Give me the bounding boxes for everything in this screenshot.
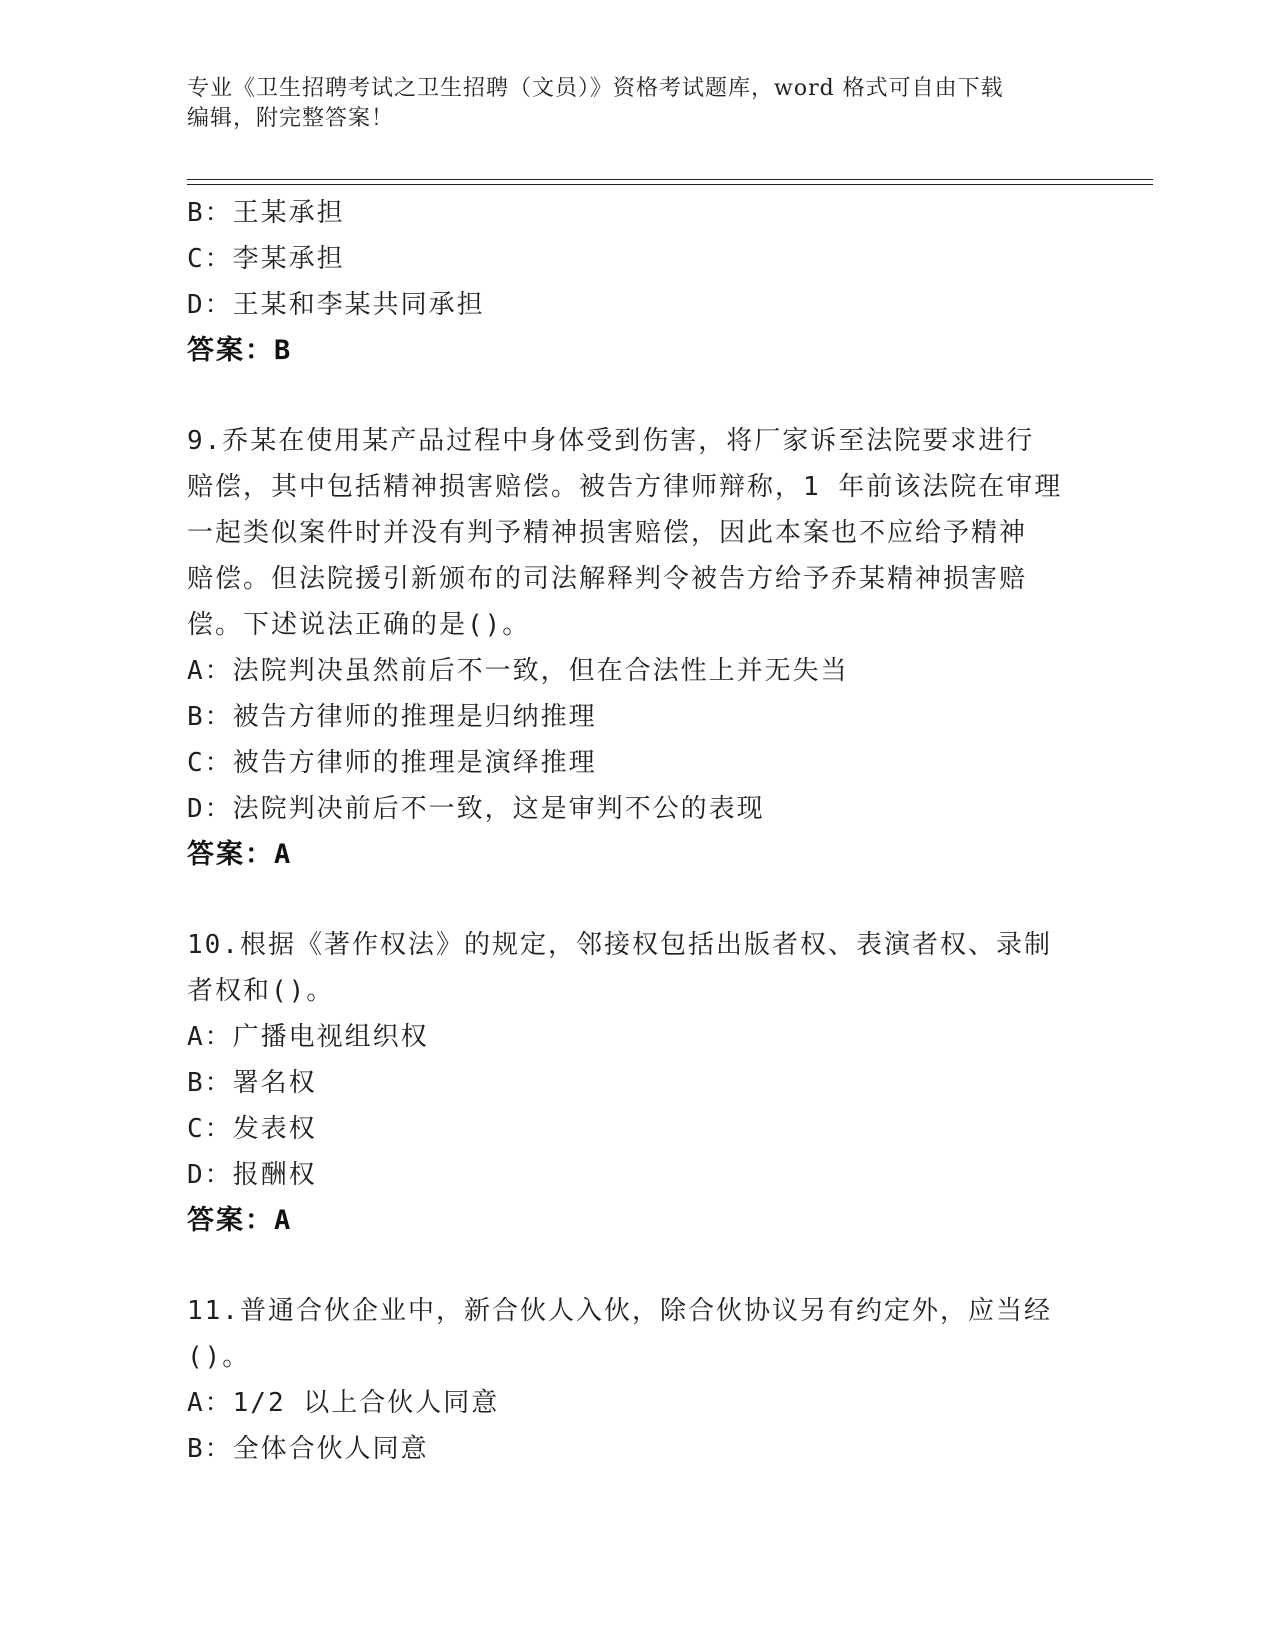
question-stem-line: 10.根据《著作权法》的规定，邻接权包括出版者权、表演者权、录制	[187, 930, 1052, 960]
option-a: A：1/2 以上合伙人同意	[187, 1388, 500, 1418]
answer: 答案：A	[187, 1205, 293, 1236]
header-rule-bottom	[187, 184, 1153, 185]
option-d: D：法院判决前后不一致，这是审判不公的表现	[187, 794, 765, 824]
option-d: D：报酬权	[187, 1160, 317, 1190]
question-11	[187, 1288, 1087, 1472]
question-stem-line: ()。	[187, 1342, 251, 1372]
question-stem-line: 赔偿，其中包括精神损害赔偿。被告方律师辩称，1 年前该法院在审理	[187, 472, 1063, 502]
question-stem-line: 一起类似案件时并没有判予精神损害赔偿，因此本案也不应给予精神	[187, 518, 1028, 548]
header-rule-top	[187, 179, 1153, 180]
question-8-continued	[187, 190, 1087, 374]
option-b: B：王某承担	[187, 198, 345, 228]
option-a: A：法院判决虽然前后不一致，但在合法性上并无失当	[187, 656, 849, 686]
option-b: B：被告方律师的推理是归纳推理	[187, 702, 597, 732]
option-a: A：广播电视组织权	[187, 1022, 429, 1052]
question-stem-line: 9.乔某在使用某产品过程中身体受到伤害，将厂家诉至法院要求进行	[187, 426, 1035, 456]
question-10	[187, 922, 1087, 1244]
option-c: C：发表权	[187, 1114, 317, 1144]
question-stem-line: 11.普通合伙企业中，新合伙人入伙，除合伙协议另有约定外，应当经	[187, 1296, 1052, 1326]
option-c: C：被告方律师的推理是演绎推理	[187, 748, 597, 778]
answer: 答案：B	[187, 335, 293, 366]
question-stem-line: 赔偿。但法院援引新颁布的司法解释判令被告方给予乔某精神损害赔	[187, 564, 1028, 594]
question-stem-line: 者权和()。	[187, 976, 335, 1006]
document-body	[187, 190, 1087, 1472]
option-b: B：全体合伙人同意	[187, 1434, 429, 1464]
answer: 答案：A	[187, 839, 293, 870]
question-9	[187, 418, 1087, 878]
header-line-1: 专业《卫生招聘考试之卫生招聘（文员）》资格考试题库，word 格式可自由下载	[187, 76, 1004, 101]
option-b: B：署名权	[187, 1068, 317, 1098]
option-d: D：王某和李某共同承担	[187, 290, 485, 320]
question-stem-line: 偿。下述说法正确的是()。	[187, 610, 531, 640]
document-header	[187, 74, 1067, 134]
header-line-2: 编辑，附完整答案！	[187, 106, 395, 131]
option-c: C：李某承担	[187, 244, 345, 274]
